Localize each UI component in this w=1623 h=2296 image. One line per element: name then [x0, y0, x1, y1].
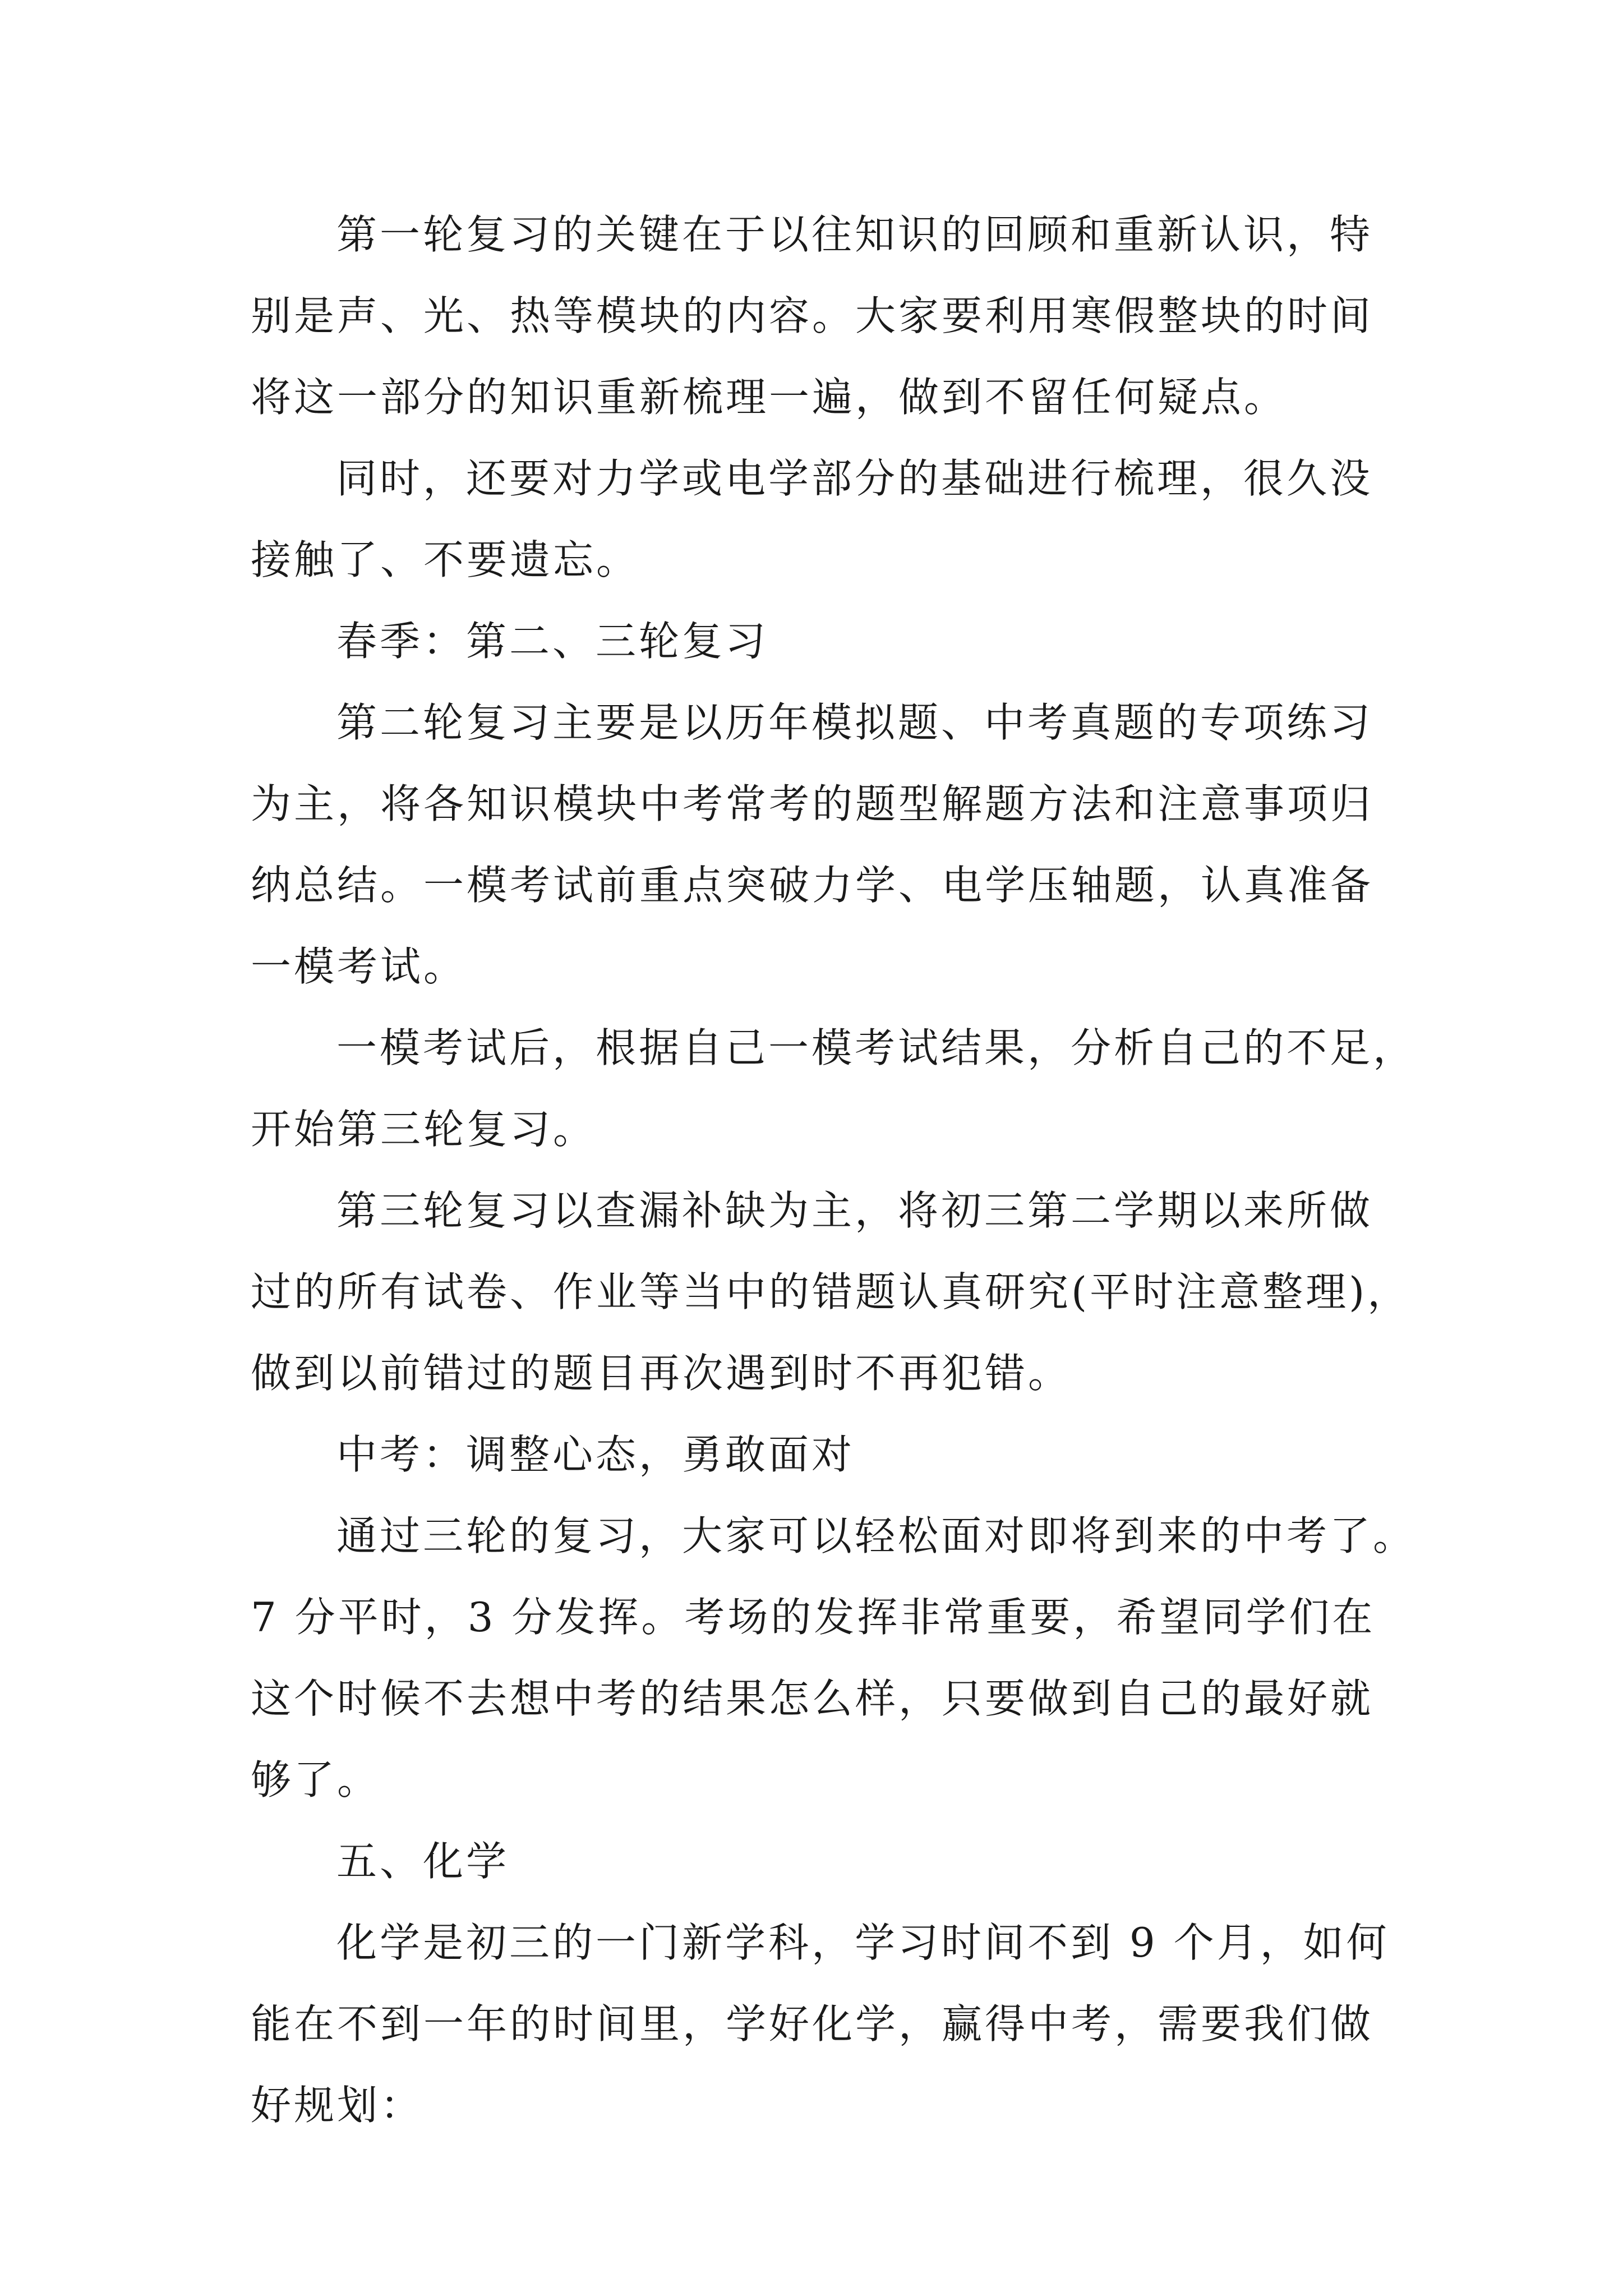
- section-heading: 春季：第二、三轮复习: [336, 618, 769, 665]
- text-line: 能在不到一年的时间里，学好化学，赢得中考，需要我们做: [251, 2000, 1374, 2047]
- text-line: 通过三轮的复习，大家可以轻松面对即将到来的中考了。: [336, 1512, 1417, 1559]
- text-line: 第一轮复习的关键在于以往知识的回顾和重新认识，特: [336, 211, 1373, 258]
- text-line: 做到以前错过的题目再次遇到时不再犯错。: [251, 1350, 1072, 1397]
- text-line: 化学是初三的一门新学科，学习时间不到 9 个月，如何: [336, 1919, 1390, 1966]
- text-line: 够了。: [251, 1756, 381, 1803]
- text-line: 将这一部分的知识重新梳理一遍，做到不留任何疑点。: [251, 374, 1288, 421]
- text-line: 一模考试后，根据自己一模考试结果，分析自己的不足，: [336, 1024, 1417, 1071]
- text-line: 过的所有试卷、作业等当中的错题认真研究(平时注意整理)，: [251, 1268, 1411, 1315]
- text-line: 接触了、不要遗忘。: [251, 536, 640, 583]
- text-line: 开始第三轮复习。: [251, 1106, 597, 1153]
- section-heading: 中考：调整心态，勇敢面对: [336, 1431, 855, 1478]
- text-line: 这个时候不去想中考的结果怎么样，只要做到自己的最好就: [251, 1675, 1374, 1722]
- text-line: 纳总结。一模考试前重点突破力学、电学压轴题，认真准备: [251, 862, 1374, 909]
- text-line: 7 分平时，3 分发挥。考场的发挥非常重要，希望同学们在: [251, 1594, 1376, 1641]
- text-line: 第三轮复习以查漏补缺为主，将初三第二学期以来所做: [336, 1187, 1373, 1234]
- text-line: 别是声、光、热等模块的内容。大家要利用寒假整块的时间: [251, 292, 1374, 339]
- text-line: 同时，还要对力学或电学部分的基础进行梳理，很久没: [336, 455, 1373, 502]
- text-line: 一模考试。: [251, 943, 467, 990]
- text-line: 好规划：: [251, 2082, 424, 2129]
- text-line: 第二轮复习主要是以历年模拟题、中考真题的专项练习: [336, 699, 1373, 746]
- text-line: 为主，将各知识模块中考常考的题型解题方法和注意事项归: [251, 780, 1374, 827]
- section-heading: 五、化学: [336, 1838, 510, 1885]
